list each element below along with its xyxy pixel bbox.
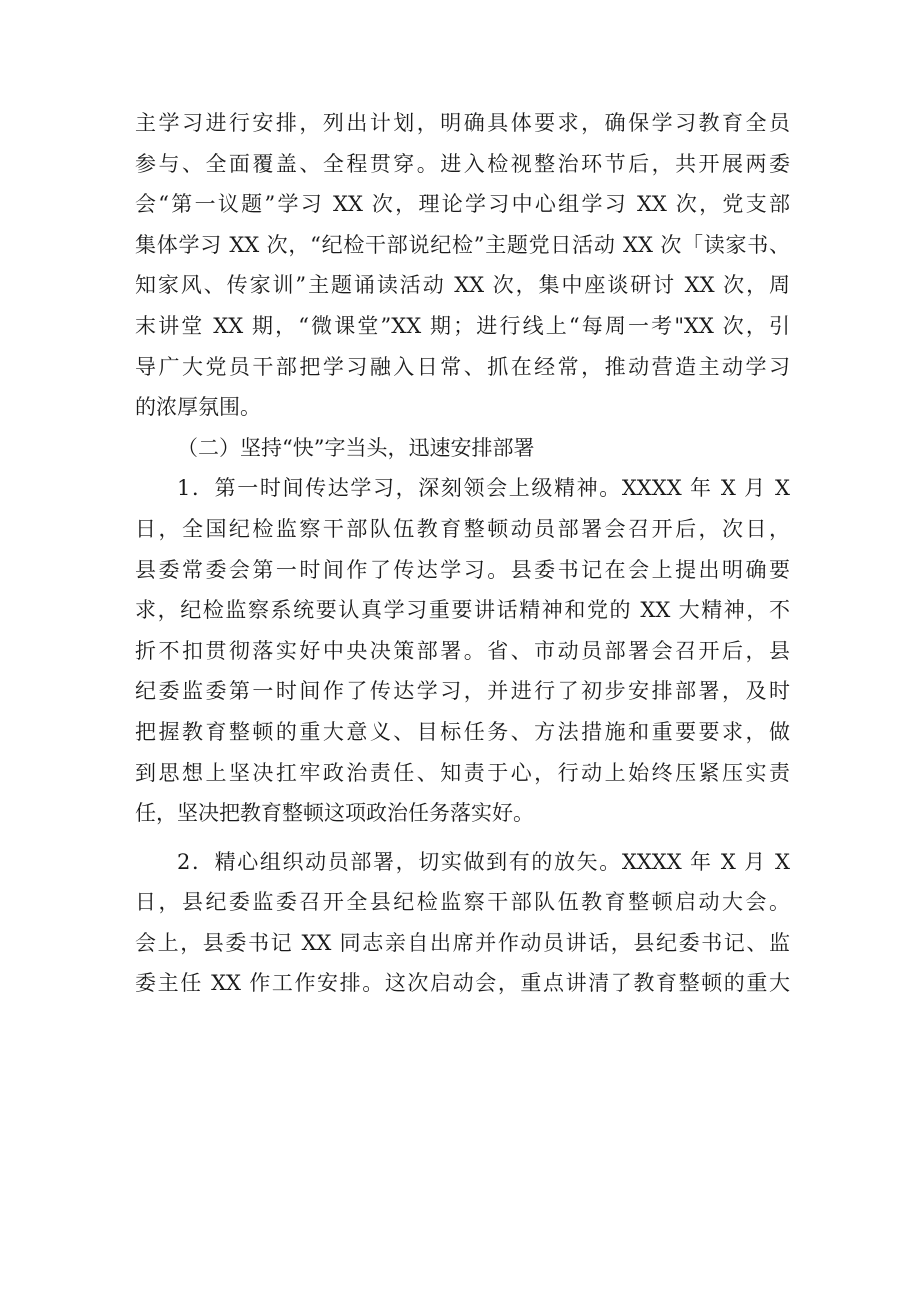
text-line: 委主任 XX 作工作安排。这次启动会，重点讲清了教育整顿的重大 (135, 971, 790, 996)
text-line: 参与、全面覆盖、全程贯穿。进入检视整治环节后，共开展两委 (135, 151, 790, 176)
text-line: 集体学习 XX 次，“纪检干部说纪检”主题党日活动 XX 次「读家书、 (135, 232, 790, 257)
paragraph-study-arrangement (135, 103, 790, 428)
text-line: 折不扣贯彻落实好中央决策部署。省、市动员部署会召开后，县 (135, 638, 790, 663)
text-line: 到思想上坚决扛牢政治责任、知责于心，行动上始终压紧压实责 (135, 760, 790, 785)
text-line: 1．第一时间传达学习，深刻领会上级精神。XXXX 年 X 月 X (177, 476, 790, 501)
text-line: 末讲堂 XX 期，“微课堂”XX 期；进行线上“每周一考"XX 次，引 (135, 313, 790, 338)
text-line: 2．精心组织动员部署，切实做到有的放矢。XXXX 年 X 月 X (177, 849, 790, 874)
paragraph-mobilization (135, 842, 790, 1004)
paragraph-gap (135, 834, 790, 842)
text-line: 任，坚决把教育整顿这项政治任务落实好。 (135, 801, 534, 826)
document-page (135, 103, 790, 1004)
text-line: 日，全国纪检监察干部队伍教育整顿动员部署会召开后，次日， (135, 516, 790, 541)
text-line: 导广大党员干部把学习融入日常、抓在经常，推动营造主动学习 (135, 354, 790, 379)
text-line: 会上，县委书记 XX 同志亲自出席并作动员讲话，县纪委书记、监 (135, 930, 790, 955)
text-line: 知家风、传家训”主题诵读活动 XX 次，集中座谈研讨 XX 次，周 (135, 273, 790, 298)
text-line: 主学习进行安排，列出计划，明确具体要求，确保学习教育全员 (135, 111, 790, 135)
text-line: 的浓厚氛围。 (135, 395, 261, 420)
text-line: 求，纪检监察系统要认真学习重要讲话精神和党的 XX 大精神，不 (135, 598, 790, 623)
text-line: 会“第一议题”学习 XX 次，理论学习中心组学习 XX 次，党支部 (135, 192, 790, 217)
text-line: 纪委监委第一时间作了传达学习，并进行了初步安排部署，及时 (135, 679, 790, 704)
text-line: 县委常委会第一时间作了传达学习。县委书记在会上提出明确要 (135, 557, 790, 582)
heading-line: （二）坚持“快”字当头，迅速安排部署 (177, 435, 535, 460)
text-line: 把握教育整顿的重大意义、目标任务、方法措施和重要要求，做 (135, 719, 790, 744)
paragraph-convey-study (135, 468, 790, 833)
text-line: 日，县纪委监委召开全县纪检监察干部队伍教育整顿启动大会。 (135, 890, 790, 915)
section-heading (135, 428, 790, 469)
